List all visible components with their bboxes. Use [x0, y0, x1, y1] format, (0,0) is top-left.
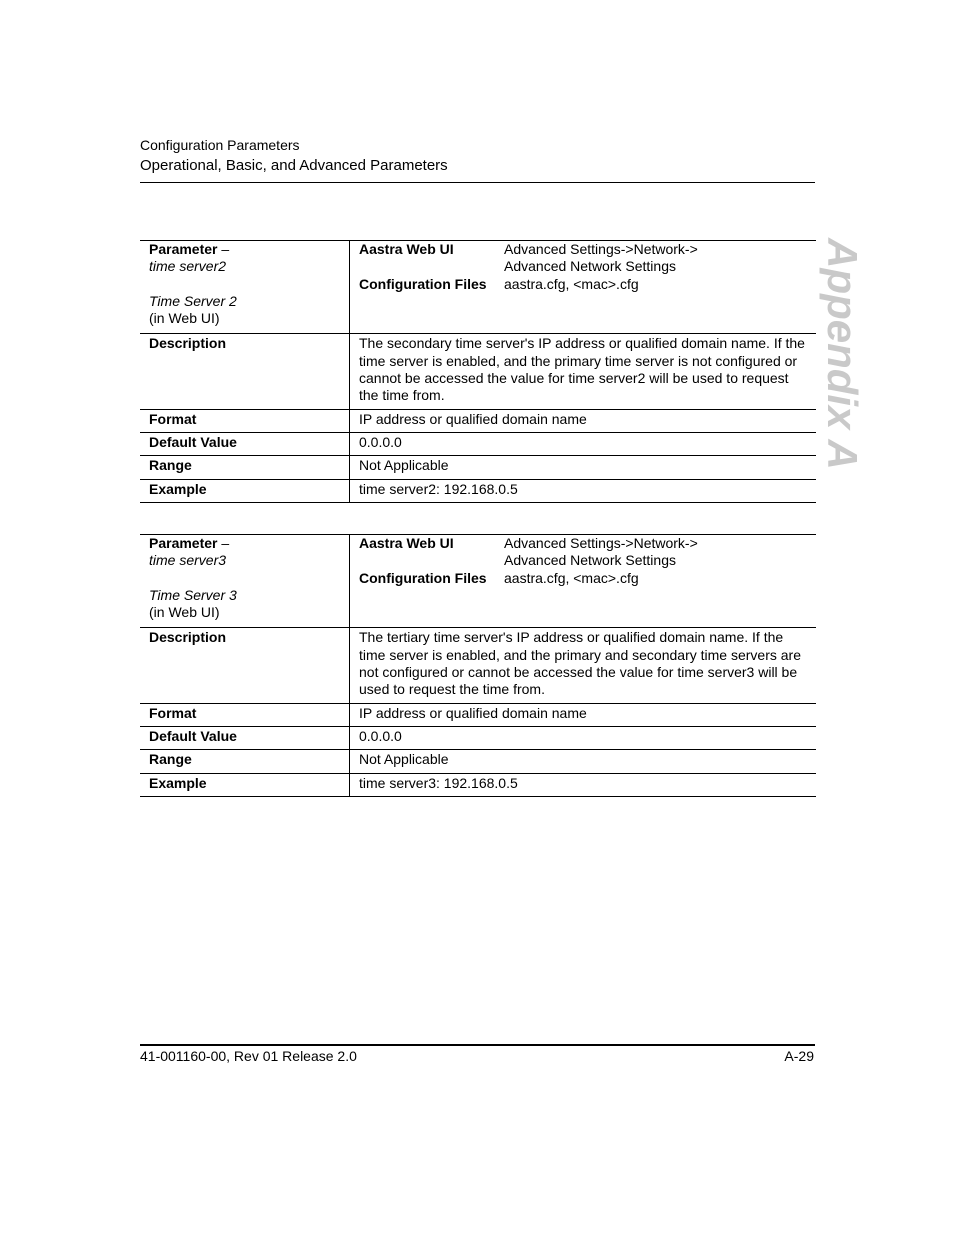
- footer-doc-id: 41-001160-00, Rev 01 Release 2.0: [140, 1048, 357, 1064]
- appendix-side-tab-label: Appendix A: [819, 238, 866, 470]
- web-ui-label: Aastra Web UI: [359, 241, 454, 257]
- table-row-description: [140, 334, 816, 409]
- row-value: time server2: 192.168.0.5: [350, 479, 817, 502]
- parameter-label-line: [149, 241, 349, 258]
- config-files-label: Configuration Files: [359, 569, 487, 586]
- row-value: Not Applicable: [350, 456, 817, 479]
- parameter-table-time-server2: [140, 240, 816, 503]
- web-ui-path-2: Advanced Network Settings: [504, 258, 676, 275]
- spacer: [149, 276, 349, 293]
- config-files-label: Configuration Files: [359, 275, 487, 292]
- web-ui-path-1: Advanced Settings->Network->: [504, 241, 698, 257]
- parameter-dash: –: [217, 241, 230, 257]
- web-ui-path-2: Advanced Network Settings: [504, 552, 676, 569]
- config-location-grid: [359, 241, 806, 293]
- web-ui-name: Time Server 3: [149, 586, 237, 603]
- parameter-label: Parameter: [149, 535, 218, 551]
- parameter-header-row: [140, 241, 816, 334]
- row-value: The secondary time server's IP address or qualified domain name. If the time server is enabled, and the primary time server is not configured or cannot be accessed the value for time server2 will be used to request the time from.: [350, 334, 817, 409]
- parameter-name: time server3: [149, 552, 227, 569]
- parameter-table-time-server3: [140, 534, 816, 797]
- web-ui-name: Time Server 2: [149, 292, 237, 309]
- web-ui-label: Aastra Web UI: [359, 535, 454, 551]
- config-location-cell: [350, 241, 817, 334]
- web-ui-note: (in Web UI): [149, 604, 220, 621]
- config-files-value: aastra.cfg, <mac>.cfg: [504, 275, 639, 292]
- parameter-dash: –: [217, 535, 230, 551]
- table-row-format: [140, 409, 816, 432]
- spacer: [359, 552, 504, 569]
- row-value: IP address or qualified domain name: [350, 703, 817, 726]
- table-row-description: [140, 628, 816, 703]
- row-value: IP address or qualified domain name: [350, 409, 817, 432]
- config-location-grid: [359, 535, 806, 587]
- row-label: Description: [140, 334, 350, 409]
- web-ui-note: (in Web UI): [149, 310, 220, 327]
- footer-rule: [140, 1044, 815, 1046]
- row-value: time server3: 192.168.0.5: [350, 773, 817, 796]
- parameter-cell: [140, 535, 350, 628]
- spacer: [149, 570, 349, 587]
- parameter-cell: [140, 241, 350, 334]
- parameter-label: Parameter: [149, 241, 218, 257]
- config-location-cell: [350, 535, 817, 628]
- table-row-default-value: [140, 726, 816, 749]
- config-files-value: aastra.cfg, <mac>.cfg: [504, 569, 639, 586]
- footer-page-number: A-29: [784, 1048, 814, 1064]
- row-value: Not Applicable: [350, 750, 817, 773]
- header-rule: [140, 182, 815, 183]
- row-value: The tertiary time server's IP address or qualified domain name. If the time server is enabled, and the primary and secondary time servers are not configured or cannot be accessed the value for time server3 will be used to request the time from.: [350, 628, 817, 703]
- row-label: Example: [140, 479, 350, 502]
- row-label: Range: [140, 456, 350, 479]
- row-label: Format: [140, 703, 350, 726]
- parameter-header-row: [140, 535, 816, 628]
- table-row-example: [140, 773, 816, 796]
- row-value: 0.0.0.0: [350, 432, 817, 455]
- row-label: Example: [140, 773, 350, 796]
- row-value: 0.0.0.0: [350, 726, 817, 749]
- row-label: Default Value: [140, 432, 350, 455]
- table-row-range: [140, 456, 816, 479]
- table-row-format: [140, 703, 816, 726]
- row-label: Format: [140, 409, 350, 432]
- table-row-range: [140, 750, 816, 773]
- appendix-side-tab: [819, 238, 866, 470]
- row-label: Description: [140, 628, 350, 703]
- table-row-default-value: [140, 432, 816, 455]
- spacer: [359, 258, 504, 275]
- parameter-name: time server2: [149, 258, 227, 275]
- row-label: Default Value: [140, 726, 350, 749]
- parameter-label-line: [149, 535, 349, 552]
- web-ui-path-1: Advanced Settings->Network->: [504, 535, 698, 551]
- running-header-subsection: Operational, Basic, and Advanced Parameters: [140, 157, 448, 174]
- row-label: Range: [140, 750, 350, 773]
- table-row-example: [140, 479, 816, 502]
- running-header-section: Configuration Parameters: [140, 137, 300, 153]
